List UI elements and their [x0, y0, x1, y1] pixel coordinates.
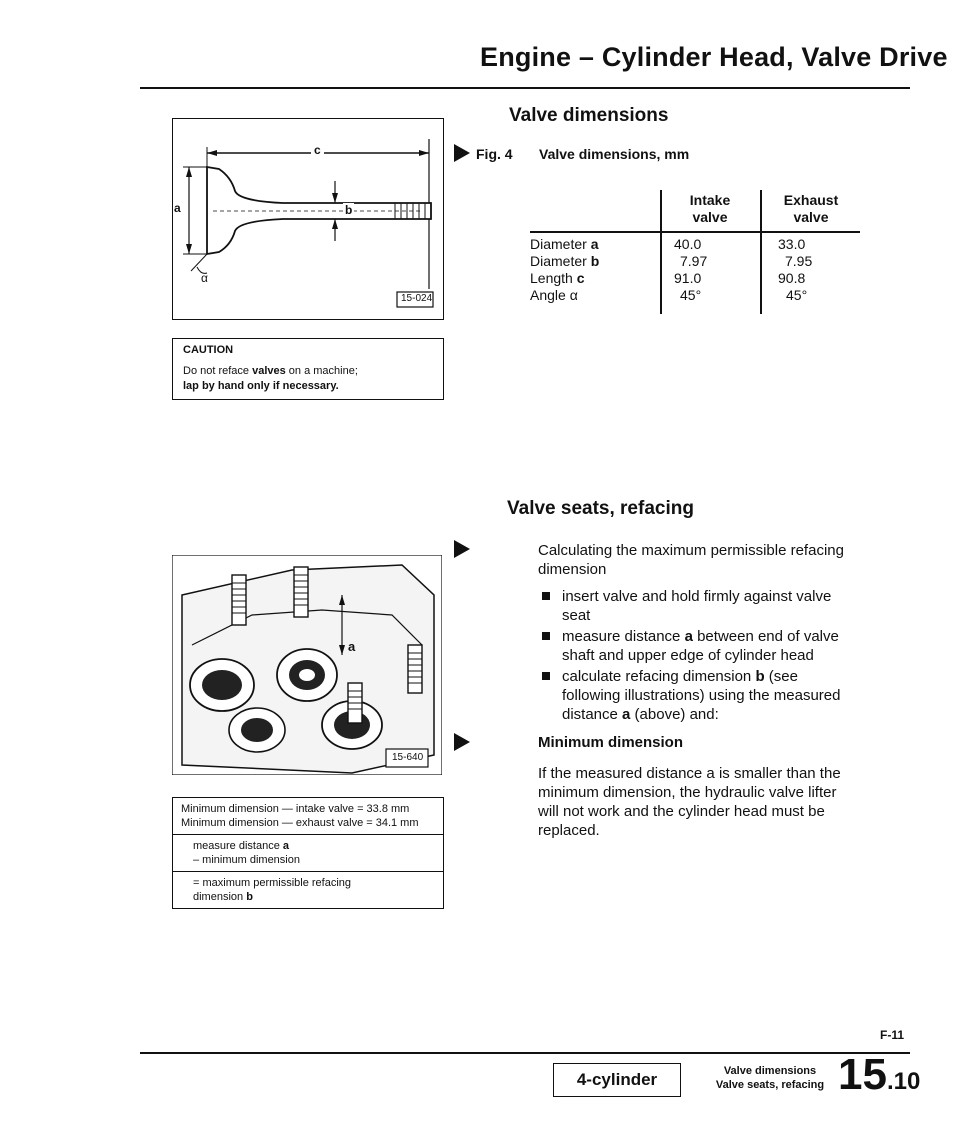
page-title: Engine – Cylinder Head, Valve Drive: [480, 42, 948, 72]
valve-figure: [172, 118, 444, 320]
table-row: Length c 91.0 90.8: [530, 270, 806, 286]
fig-caption: Valve dimensions, mm: [539, 146, 690, 162]
dimensions-table: [530, 190, 860, 320]
header-rule: [140, 87, 910, 89]
footer-topics: Valve dimensions Valve seats, refacing: [715, 1065, 825, 1091]
caution-title: CAUTION: [183, 344, 234, 356]
list-item: insert valve and hold firmly against valve seat: [538, 587, 908, 625]
valve-drawing: [173, 119, 443, 319]
section-tab: 4-cylinder: [553, 1063, 681, 1097]
label-b: b: [345, 203, 353, 217]
intro-text: Calculating the maximum permissible refacing dimension: [538, 542, 844, 578]
page-code: F-11: [880, 1028, 905, 1042]
caption-row-measure: measure distance a – minimum dimension: [173, 835, 443, 872]
section-title-valve-dimensions: Valve dimensions: [509, 105, 669, 126]
table-header-intake: Intake valve: [689, 192, 731, 225]
label-c: c: [311, 143, 324, 157]
bullet-list: [538, 587, 908, 726]
table-row: Diameter a 40.0 33.0: [530, 236, 806, 252]
table-row: Diameter b 7.97 7.95: [530, 253, 813, 269]
section-number: 15.10: [838, 1050, 921, 1099]
footer-rule: [140, 1052, 910, 1054]
figure-id: 15-640: [392, 752, 424, 763]
cylinder-head-figure: [172, 555, 442, 775]
caution-text-line1: Do not reface valves on a machine;: [183, 365, 358, 377]
caption-row-result: = maximum permissible refacing dimension b: [193, 877, 352, 903]
list-item: calculate refacing dimension b (see following illustrations) using the measured distance a (above) and:: [538, 667, 908, 724]
caution-text-line2: lap by hand only if necessary.: [183, 380, 339, 392]
label-a: a: [348, 639, 356, 654]
arrow-pointer-icon: [454, 733, 470, 751]
arrow-pointer-icon: [454, 540, 470, 558]
arrow-pointer-icon: [454, 144, 470, 162]
table-header-rule: [530, 231, 860, 233]
label-alpha: α: [201, 271, 208, 285]
list-item: measure distance a between end of valve shaft and upper edge of cylinder head: [538, 627, 908, 665]
min-dimension-text: If the measured distance a is smaller than the minimum dimension, the hydraulic valve lifter will not work and the cylinder head must be replaced.: [538, 765, 841, 839]
refacing-caption-box: [172, 797, 444, 909]
caution-box: [172, 338, 444, 400]
section-title-valve-seats: Valve seats, refacing: [507, 498, 694, 519]
table-row: Angle α 45° 45°: [530, 287, 808, 303]
figure-id: 15-024: [401, 293, 433, 304]
caption-row-min-dimensions: Minimum dimension — intake valve = 33.8 mm Minimum dimension — exhaust valve = 34.1 mm: [173, 798, 443, 835]
table-body: [530, 236, 860, 304]
min-dimension-title: Minimum dimension: [538, 734, 684, 751]
table-header-exhaust: Exhaust valve: [783, 192, 839, 225]
fig-ref: Fig. 4: [476, 146, 513, 162]
cylinder-head-drawing: [172, 555, 442, 775]
label-a: a: [174, 201, 181, 215]
